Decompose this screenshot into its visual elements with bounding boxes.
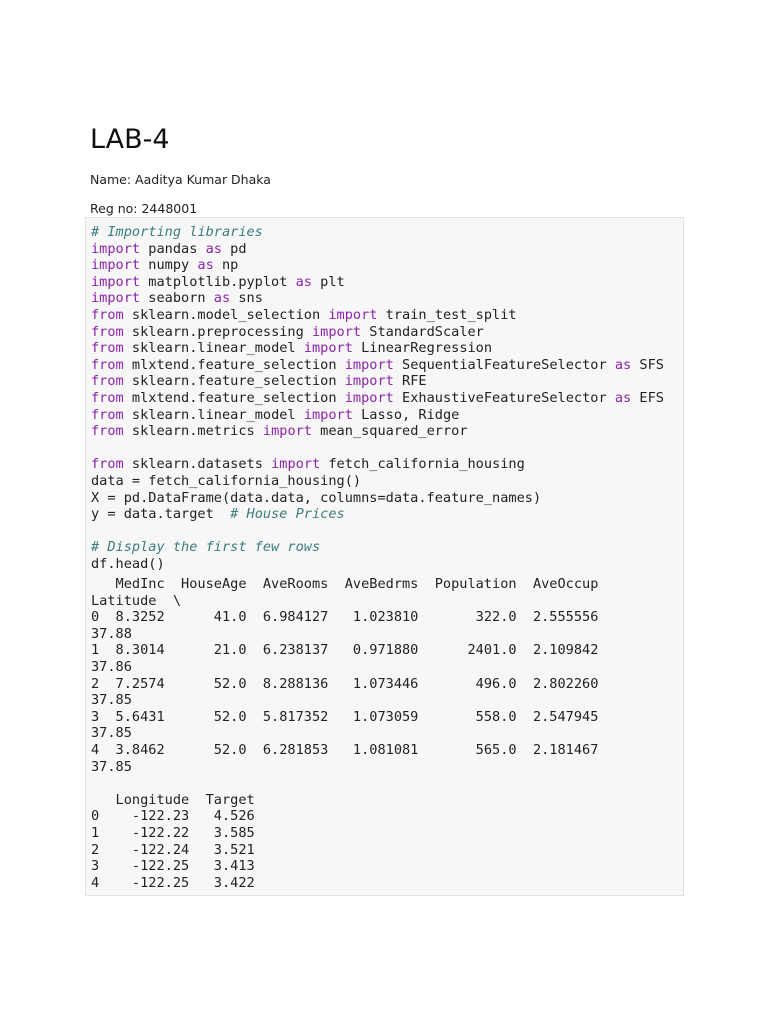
output-line: 1 -122.22 3.585 bbox=[91, 824, 255, 841]
code-token: sklearn.linear_model bbox=[123, 406, 304, 423]
code-keyword: from bbox=[91, 406, 124, 423]
code-token: plt bbox=[311, 273, 345, 290]
code-token: sklearn.linear_model bbox=[123, 340, 304, 357]
code-line bbox=[91, 473, 361, 489]
output-line: 2 -122.24 3.521 bbox=[91, 841, 255, 858]
code-keyword: from bbox=[91, 373, 124, 390]
code-keyword: import bbox=[312, 323, 362, 340]
code-line bbox=[91, 539, 320, 555]
code-comment: # House Prices bbox=[230, 506, 345, 523]
code-line bbox=[91, 490, 541, 506]
code-keyword: from bbox=[91, 306, 124, 323]
code-cell bbox=[85, 217, 684, 896]
output-line: 3 -122.25 3.413 bbox=[91, 858, 255, 875]
code-keyword: import bbox=[91, 290, 141, 307]
code-keyword: import bbox=[303, 340, 353, 357]
code-keyword: import bbox=[328, 306, 378, 323]
code-token: sklearn.metrics bbox=[123, 423, 263, 440]
code-line bbox=[91, 357, 664, 373]
code-line bbox=[91, 241, 247, 257]
output-line: 37.85 bbox=[91, 725, 132, 742]
output-line: MedInc HouseAge AveRooms AveBedrms Population AveOccup bbox=[91, 576, 599, 592]
code-keyword: import bbox=[271, 456, 321, 473]
output-line: 0 -122.23 4.526 bbox=[91, 808, 255, 825]
code-token: y = data.target bbox=[91, 506, 231, 523]
code-line bbox=[91, 224, 263, 240]
code-token: X = pd.DataFrame(data.data, columns=data.feature_names) bbox=[91, 489, 542, 506]
output-line: 37.85 bbox=[91, 758, 132, 775]
code-token: pd bbox=[221, 240, 247, 257]
code-token: sklearn.datasets bbox=[123, 456, 272, 473]
student-name: Name: Aaditya Kumar Dhaka bbox=[90, 172, 271, 187]
code-keyword: as bbox=[614, 389, 632, 406]
output-line: 2 7.2574 52.0 8.288136 1.073446 496.0 2.802260 bbox=[91, 675, 599, 692]
code-token: matplotlib.pyplot bbox=[140, 273, 296, 290]
code-line bbox=[91, 556, 165, 572]
code-keyword: import bbox=[344, 373, 394, 390]
code-keyword: from bbox=[91, 356, 124, 373]
code-line bbox=[91, 290, 263, 306]
code-token: StandardScaler bbox=[361, 323, 484, 340]
code-token: seaborn bbox=[140, 290, 214, 307]
code-token: RFE bbox=[393, 373, 427, 390]
code-source bbox=[91, 224, 664, 572]
output-line: 4 3.8462 52.0 6.281853 1.081081 565.0 2.181467 bbox=[91, 741, 599, 758]
code-token: mlxtend.feature_selection bbox=[123, 389, 345, 406]
code-comment: # Importing libraries bbox=[91, 224, 263, 240]
page-title: LAB-4 bbox=[90, 124, 170, 155]
code-line bbox=[91, 423, 468, 439]
code-token: ExhaustiveFeatureSelector bbox=[393, 389, 615, 406]
output-line: 37.86 bbox=[91, 658, 132, 675]
output-line: 37.88 bbox=[91, 625, 132, 642]
output-line: 3 5.6431 52.0 5.817352 1.073059 558.0 2.547945 bbox=[91, 708, 599, 725]
code-keyword: as bbox=[295, 273, 312, 290]
output-line: Latitude \ bbox=[91, 592, 182, 609]
code-keyword: from bbox=[91, 423, 124, 440]
code-output bbox=[91, 576, 598, 891]
code-line bbox=[91, 390, 664, 406]
code-token: pandas bbox=[140, 240, 206, 257]
code-keyword: import bbox=[344, 356, 394, 373]
output-line: 37.85 bbox=[91, 692, 132, 709]
code-keyword: as bbox=[213, 290, 231, 307]
code-keyword: import bbox=[91, 257, 141, 274]
output-line: 4 -122.25 3.422 bbox=[91, 874, 255, 891]
code-token: Lasso, Ridge bbox=[352, 406, 460, 423]
code-line bbox=[91, 373, 427, 389]
code-token: sns bbox=[230, 290, 263, 307]
code-line bbox=[91, 324, 484, 340]
code-token: mlxtend.feature_selection bbox=[123, 356, 345, 373]
code-token: sklearn.model_selection bbox=[123, 306, 329, 323]
code-token: SFS bbox=[631, 356, 664, 373]
code-line bbox=[91, 506, 345, 522]
code-line bbox=[91, 340, 492, 356]
code-token: EFS bbox=[631, 389, 664, 406]
code-token: np bbox=[213, 257, 239, 274]
code-keyword: import bbox=[262, 423, 312, 440]
code-token: numpy bbox=[140, 257, 198, 274]
code-keyword: as bbox=[614, 356, 632, 373]
code-keyword: from bbox=[91, 389, 124, 406]
code-line bbox=[91, 456, 525, 472]
code-keyword: from bbox=[91, 340, 124, 357]
code-line bbox=[91, 407, 459, 423]
code-keyword: import bbox=[91, 273, 141, 290]
code-line bbox=[91, 257, 238, 273]
code-token: fetch_california_housing bbox=[320, 456, 525, 473]
code-token: df.head() bbox=[91, 555, 165, 572]
code-line bbox=[91, 307, 517, 323]
code-token: sklearn.feature_selection bbox=[123, 373, 345, 390]
code-token: SequentialFeatureSelector bbox=[393, 356, 615, 373]
code-keyword: import bbox=[91, 240, 141, 257]
code-token: LinearRegression bbox=[352, 340, 493, 357]
code-keyword: as bbox=[205, 240, 222, 257]
code-keyword: import bbox=[303, 406, 353, 423]
code-line bbox=[91, 274, 345, 290]
code-token: train_test_split bbox=[377, 306, 517, 323]
code-token: mean_squared_error bbox=[312, 423, 468, 440]
code-keyword: import bbox=[344, 389, 394, 406]
code-keyword: as bbox=[197, 257, 214, 274]
code-comment: # Display the first few rows bbox=[91, 539, 321, 556]
code-token: sklearn.preprocessing bbox=[123, 323, 312, 340]
output-line: 1 8.3014 21.0 6.238137 0.971880 2401.0 2.109842 bbox=[91, 642, 599, 659]
output-line: 0 8.3252 41.0 6.984127 1.023810 322.0 2.555556 bbox=[91, 609, 599, 626]
code-keyword: from bbox=[91, 456, 124, 473]
output-line: Longitude Target bbox=[91, 791, 255, 808]
code-keyword: from bbox=[91, 323, 124, 340]
code-token: data = fetch_california_housing() bbox=[91, 472, 362, 489]
registration-number: Reg no: 2448001 bbox=[90, 201, 198, 216]
